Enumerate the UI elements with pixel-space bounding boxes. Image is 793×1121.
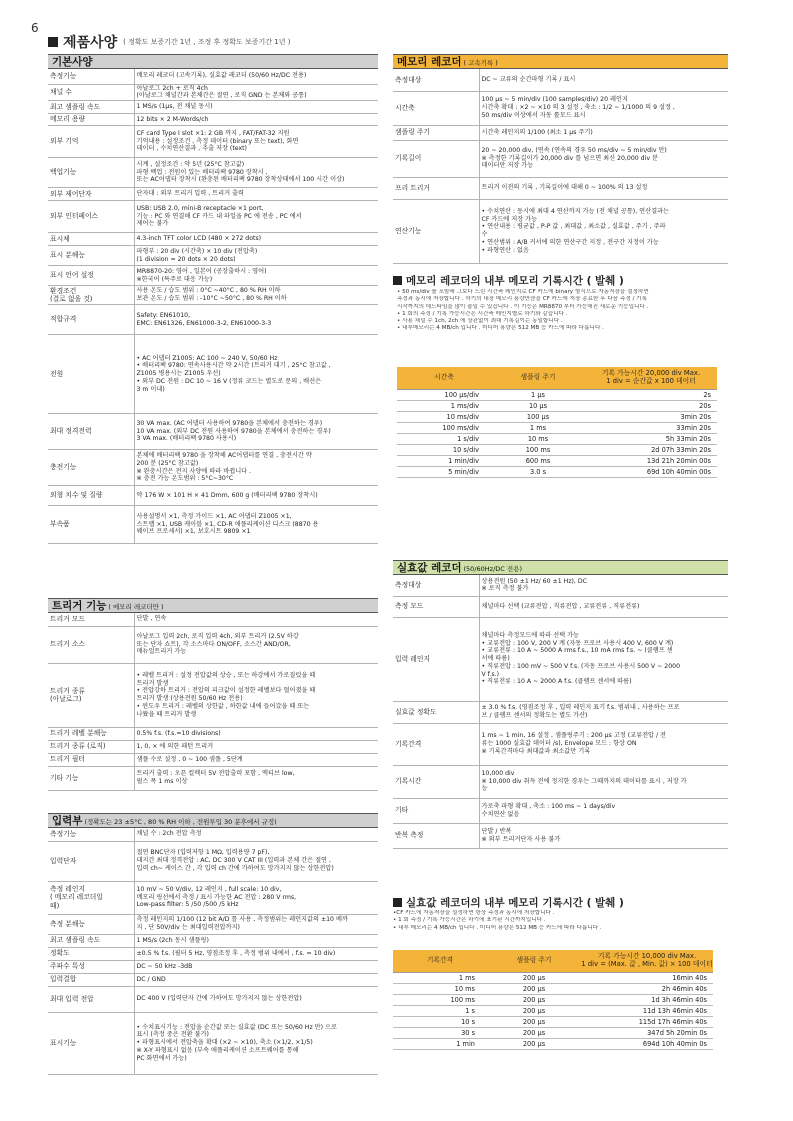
note-line: • 50 ms/div 를 포함해 그보다 느린 시간축 레인지로 CF 카드에 binary 형식으로 자동저장을 설정하면 xyxy=(397,289,649,295)
spec-label: 기타 xyxy=(393,798,479,823)
spec-row xyxy=(393,823,728,848)
spec-label: 시간축 xyxy=(393,91,479,125)
rms-time-table xyxy=(393,950,713,1050)
table-cell: 347d 5h 20min 0s xyxy=(581,1027,713,1038)
spec-row xyxy=(48,947,378,960)
note-line: • 사용 채널 수 1ch, 2ch 에 상관없이 최대 기록길이는 동일합니다 . xyxy=(397,318,563,325)
spec-row xyxy=(48,914,378,934)
table-cell: 200 μs xyxy=(487,983,581,994)
spec-label: 표시 분해능 xyxy=(48,246,134,266)
table-cell: 1 s xyxy=(393,1005,487,1016)
table-cell: 600 ms xyxy=(491,455,585,466)
table-cell: 115d 17h 46min 40s xyxy=(581,1016,713,1027)
spec-row xyxy=(393,617,728,701)
table-row xyxy=(393,1005,713,1016)
spec-value: 시계 , 설정조건 : 약 5년 (25°C 참고값) 파형 백업 : 전원이 있는 배터리팩 9780 장착시 , 또는 AC어댑터 장착시 (완충된 배터리팩 9780 장착상태에서 100 시간 이상) xyxy=(134,158,378,188)
table-cell: 10 ms xyxy=(393,983,487,994)
spec-label: 측정대상 xyxy=(393,69,479,91)
trigger-spec-title-note: ( 메모리 레코더만 ) xyxy=(108,603,164,611)
spec-label: 최고 샘플링 속도 xyxy=(48,934,134,947)
spec-value: 4.3-inch TFT color LCD (480 × 272 dots) xyxy=(134,233,378,246)
rms-recorder-title: 실효값 레코더 xyxy=(397,562,462,574)
spec-value: USB: USB 2.0, mini-B receptacle ×1 port, 기능 : PC 와 연결해 CF 카드 내 파일을 PC 에 전송 , PC 에서 제어는 불가 xyxy=(134,201,378,233)
spec-row xyxy=(48,158,378,188)
spec-row xyxy=(48,881,378,914)
table-cell: 1d 3h 46min 40s xyxy=(581,994,713,1005)
spec-label: 트리거 소스 xyxy=(48,626,134,663)
spec-row xyxy=(393,723,728,765)
spec-label: 최고 샘플링 속도 xyxy=(48,101,134,114)
page-number: 6 xyxy=(31,21,39,35)
table-row xyxy=(397,444,717,455)
spec-row xyxy=(393,798,728,823)
table-cell: 100 ms/div xyxy=(397,422,491,433)
spec-value: 12 bits × 2 M-Words/ch xyxy=(134,114,378,126)
table-cell: 1 ms/div xyxy=(397,400,491,411)
spec-label: 측정 레인지 ( 메모리 레코더일 때) xyxy=(48,881,134,914)
input-spec-title: 입력부 xyxy=(52,815,83,827)
input-spec-header xyxy=(48,813,378,828)
spec-value: 30 VA max. (AC 어댑터 사용하여 9780을 본체에서 충전하는 경우) 10 VA max. (외부 DC 전원 사용하여 9780을 본체에서 충전하는 경우) 3 VA max. (배터리팩 9780 사용시) xyxy=(134,414,378,450)
spec-value: 10 mV ~ 50 V/div, 12 레인지 , full scale: 10 div, 메모리 링선에서 측정 / 표시 가능한 AC 전압 : 280 V rms, Low-pass filter: 5 /50 /500 /5 kHz xyxy=(134,881,378,914)
memory-recorder-title: 메모리 레코더 xyxy=(397,56,462,68)
spec-label: 트리거 필터 xyxy=(48,753,134,766)
input-spec-section xyxy=(48,813,378,1075)
square-bullet-icon xyxy=(393,898,402,907)
spec-row xyxy=(48,753,378,766)
note-line: • 1 회 측정 / 기록 가능시간은 하기에 표기된 시간까지입니다 . xyxy=(393,917,546,924)
spec-row xyxy=(393,765,728,798)
spec-label: 충전기능 xyxy=(48,450,134,486)
page-title-note: ( 정확도 보증기간 1년 , 조정 후 정확도 보증기간 1년 ) xyxy=(123,38,291,46)
table-cell: 30 s xyxy=(393,1027,487,1038)
spec-value: 채널마다 측정모드에 따라 선택 가능 • 교류전압 : 100 V, 200 V 계 (자동 프로브 사용시 400 V, 600 V 계) • 교류전류 : 10 A ~ 5000 A rms f.s., 10 mA rms f.s. ~ (클램프 센 서에 따름) • 직류전압 : 100 mV ~ 500 V f.s. (자동 프로브 사용시 500 V ~ 2000 V f.s.) • 직류전류 : 10 A ~ 2000 A f.s. (클램프 센서에 따름) xyxy=(479,617,728,701)
spec-value: 약 176 W × 101 H × 41 Dmm, 600 g (배터리팩 9780 장착시) xyxy=(134,486,378,506)
table-cell: 10 s/div xyxy=(397,444,491,455)
table-cell: 200 μs xyxy=(487,972,581,983)
spec-label: 입력단자 xyxy=(48,841,134,881)
spec-row xyxy=(48,960,378,973)
note-line: • 내부 메모리는 4 MB/ch 입니다 . 미디어 용량은 512 MB 등 카드에 따라 다릅니다 . xyxy=(393,924,602,931)
spec-row xyxy=(48,613,378,626)
table-header-cell: 기록 가능시간 10,000 div Max. 1 div = (Max. 값 , Min. 값) × 100 데이터 xyxy=(581,950,713,972)
table-cell: 11d 13h 46min 40s xyxy=(581,1005,713,1016)
spec-value: Safety: EN61010, EMC: EN61326, EN61000-3-2, EN61000-3-3 xyxy=(134,305,378,335)
spec-label: 트리거 모드 xyxy=(48,613,134,626)
memory-recorder-section xyxy=(393,54,728,264)
spec-row xyxy=(48,84,378,101)
spec-value: ± 3.0 % f.s. (영점조정 후 , 입력 레인지 표기 f.s. 범위내 , 사용하는 프로 브 / 클램프 센서의 정확도는 별도 가산) xyxy=(479,701,728,723)
memory-time-notes xyxy=(397,289,732,333)
table-cell: 10 ms/div xyxy=(397,411,491,422)
spec-label: 적합규격 xyxy=(48,305,134,335)
spec-value: ±0.5 % f.s. (필터 5 Hz, 영점조정 후 , 측정 범위 내에서 , f.s. = 10 div) xyxy=(134,947,378,960)
input-spec-title-note: (정확도는 23 ±5°C , 80 % RH 이하 , 전원투입 30 분후에서 규정) xyxy=(84,818,277,826)
spec-label: 입력결합 xyxy=(48,973,134,986)
table-cell: 20s xyxy=(585,400,717,411)
spec-value: 본체에 배터리팩 9780 을 장착해 AC어댑터를 연결 , 충전시간 약 200 분 (25°C 참고값) ※ 완충시간은 전지 사양에 따라 바뀝니다 . ※ 충전 가능 온도범위 : 5°C~30°C xyxy=(134,450,378,486)
spec-row xyxy=(48,973,378,986)
spec-row xyxy=(48,335,378,414)
spec-label: 정확도 xyxy=(48,947,134,960)
spec-row xyxy=(48,934,378,947)
spec-label: 샘플링 주기 xyxy=(393,125,479,140)
table-cell: 1 ms xyxy=(491,422,585,433)
spec-label: 기타 기능 xyxy=(48,766,134,790)
spec-row xyxy=(48,266,378,286)
spec-row xyxy=(393,575,728,596)
spec-value: 1 ms ~ 1 min, 16 설정 , 샘플링주기 : 200 μs 고정 (교류전압 / 전 류는 1000 실효값 데이터 /s), Envelope 모드 : 항상 ON ※ 기록간격마다 최대값과 최소값만 기록 xyxy=(479,723,728,765)
table-row xyxy=(397,466,717,477)
table-header-cell: 샘플링 주기 xyxy=(491,367,585,389)
note-line: •CF 카드에 자동저장을 설정하면 항상 측정과 동시에 저장합니다 . xyxy=(393,910,555,916)
table-row xyxy=(397,411,717,422)
spec-value: 채널 수 : 2ch 전압 측정 xyxy=(134,828,378,841)
spec-label: 측정기능 xyxy=(48,828,134,841)
spec-label: 최대 정격전력 xyxy=(48,414,134,450)
spec-value: 단자대 : 외부 트리거 입력 , 트리거 출력 xyxy=(134,188,378,201)
spec-label: 외부 인터페이스 xyxy=(48,201,134,233)
table-row xyxy=(393,972,713,983)
spec-value: 20 ~ 20,000 div, (연속 (연속의 경우 50 ms/div ~ 5 min/div 만) ※ 측정한 기록길이가 20,000 div 를 넘으면 최신 20,000 div 분 데이터만 저장 가능 xyxy=(479,140,728,177)
spec-label: 기록길이 xyxy=(393,140,479,177)
spec-row xyxy=(393,596,728,617)
spec-row xyxy=(393,199,728,263)
table-cell: 100 μs xyxy=(491,411,585,422)
spec-row xyxy=(48,506,378,544)
spec-row xyxy=(393,125,728,140)
table-cell: 100 ms xyxy=(491,444,585,455)
spec-label: 측정대상 xyxy=(393,575,479,596)
spec-label: 측정 모드 xyxy=(393,596,479,617)
table-cell: 1 min/div xyxy=(397,455,491,466)
spec-value: 가로축 파형 확대 , 축소 : 100 ms ~ 1 days/div 수치연산 없음 xyxy=(479,798,728,823)
spec-value: • 레벨 트리거 : 설정 전압값의 상승 , 또는 하강에서 가로질렀을 때 트리거 발생 • 전압강하 트리거 : 전압의 피크값이 설정한 레벨보다 떨어졌을 때 트리거 발생 (상용전원 50/60 Hz 전용) • 윈도우 트리거 : 레벨의 상한값 , 하한값 내에 들어갔을 때 또는 나왔을 때 트리거 발생 xyxy=(134,663,378,727)
table-cell: 33min 20s xyxy=(585,422,717,433)
table-row xyxy=(397,389,717,400)
note-line: • 내부메모리는 4 MB/ch 입니다 . 미디어 용량은 512 MB 등 카드에 따라 다릅니다 . xyxy=(397,325,604,332)
memory-recorder-header xyxy=(393,54,728,69)
spec-value: CF card Type I slot ×1: 2 GB 까지 , FAT/FAT-32 지원 기억내용 : 설정조건 , 측정 데이터 (binary 또는 text), 화면 데이터 , 수치연산결과 , 추출 저장 (text) xyxy=(134,126,378,158)
spec-label: 최대 입력 전압 xyxy=(48,986,134,1012)
rms-time-notes xyxy=(393,910,728,932)
table-cell: 2h 46min 40s xyxy=(581,983,713,994)
table-row xyxy=(393,1027,713,1038)
memory-time-title: 메모리 레코더의 내부 메모리 기록시간 ( 발췌 ) xyxy=(406,275,624,287)
rms-time-title: 실효값 레코더의 내부 메모리 기록시간 ( 발췌 ) xyxy=(406,897,624,909)
table-header-cell: 기록간격 xyxy=(393,950,487,972)
table-cell: 2d 07h 33min 20s xyxy=(585,444,717,455)
spec-row xyxy=(48,69,378,84)
spec-row xyxy=(48,986,378,1012)
table-cell: 5 min/div xyxy=(397,466,491,477)
spec-label: 메모리 용량 xyxy=(48,114,134,126)
table-header-cell: 시간축 xyxy=(397,367,491,389)
spec-label: 표시기능 xyxy=(48,1012,134,1074)
trigger-spec-header xyxy=(48,598,378,613)
square-bullet-icon xyxy=(393,276,402,285)
spec-label: 트리거 레벨 분해능 xyxy=(48,727,134,740)
table-row xyxy=(393,994,713,1005)
spec-label: 트리거 종류 (아날로그) xyxy=(48,663,134,727)
memory-recorder-table xyxy=(393,69,728,264)
spec-row xyxy=(393,69,728,91)
spec-row xyxy=(393,177,728,199)
spec-label: 표시체 xyxy=(48,233,134,246)
table-row xyxy=(393,1016,713,1027)
trigger-spec-table xyxy=(48,613,378,791)
spec-label: 환경조건 (결로 없을 것) xyxy=(48,286,134,305)
table-row xyxy=(393,983,713,994)
spec-value: • 수치연산 : 동시에 최대 4 연산까지 가능 (전 채널 공통), 연산결과는 CF 카드에 저장 가능 • 연산내용 : 평균값 , P-P 값 , 최대값 , 최소값 , 실효값 , 주기 , 주파 수 • 연산범위 : A/B 커서에 의한 연산구간 지정 , 전구간 지정이 가능 • 파형연산 : 없음 xyxy=(479,199,728,263)
spec-label: 측정 분해능 xyxy=(48,914,134,934)
table-row xyxy=(397,400,717,411)
basic-spec-section xyxy=(48,54,378,544)
spec-label: 외부 기억 xyxy=(48,126,134,158)
spec-row xyxy=(48,450,378,486)
table-cell: 5h 33min 20s xyxy=(585,433,717,444)
spec-value: 0.5% f.s. (f.s.=10 divisions) xyxy=(134,727,378,740)
table-cell: 10 ms xyxy=(491,433,585,444)
spec-value: 메모리 레코더 (고속기록), 실효값 레코더 (50/60 Hz/DC 전용) xyxy=(134,69,378,84)
spec-label: 주파수 특성 xyxy=(48,960,134,973)
spec-value: 아날로그 입력 2ch, 로직 입력 4ch, 외부 트리거 (2.5V 하강 또는 단자 쇼트), 각 소스마다 ON/OFF, 소스간 AND/OR, 매뉴얼트리거 가능 xyxy=(134,626,378,663)
spec-label: 채널 수 xyxy=(48,84,134,101)
table-header-row xyxy=(397,367,717,389)
memory-time-heading xyxy=(393,273,624,288)
table-cell: 200 μs xyxy=(487,1027,581,1038)
spec-row xyxy=(48,828,378,841)
rms-recorder-header xyxy=(393,560,728,575)
spec-row xyxy=(48,727,378,740)
table-cell: 10 μs xyxy=(491,400,585,411)
spec-label: 트리거 종류 (로직) xyxy=(48,740,134,753)
spec-row xyxy=(48,414,378,450)
spec-row xyxy=(48,246,378,266)
table-cell: 1 min xyxy=(393,1038,487,1049)
spec-value: 아날로그 2ch + 로직 4ch (아날로그 채널간과 본체간은 절연 , 로직 GND 는 본체와 공통) xyxy=(134,84,378,101)
basic-spec-table xyxy=(48,69,378,544)
spec-value: 100 μs ~ 5 min/div (100 samples/div) 20 레인지 시간축 확대 : ×2 ~ ×10 의 3 설정 , 축소 : 1/2 ~ 1/1000 의 9 설정 , 50 ms/div 이상에서 자동 롤모드 표시 xyxy=(479,91,728,125)
spec-label: 백업기능 xyxy=(48,158,134,188)
spec-value: 채널마다 선택 (교류전압 , 직류전압 , 교류전류 , 직류전류) xyxy=(479,596,728,617)
spec-value: 10,000 div ※ 10,000 div 취득 전에 정지한 경우는 그때까지의 데이터를 표시 , 저장 가 능 xyxy=(479,765,728,798)
spec-label: 전원 xyxy=(48,335,134,414)
spec-row xyxy=(48,126,378,158)
table-cell: 13d 21h 20min 00s xyxy=(585,455,717,466)
spec-label: 입력 레인지 xyxy=(393,617,479,701)
spec-value: 측정 레인지의 1/100 (12 bit A/D 를 사용 , 측정범위는 레인지값의 ±10 배까 지 , 단 50V/div 는 최대입력전압까지) xyxy=(134,914,378,934)
spec-row xyxy=(48,486,378,506)
spec-value: DC ~ 50 kHz -3dB xyxy=(134,960,378,973)
table-cell: 10 s xyxy=(393,1016,487,1027)
table-header-cell: 기록 가능시간 20,000 div Max. 1 div = 순간값 x 100 데이터 xyxy=(585,367,717,389)
table-cell: 1 ms xyxy=(393,972,487,983)
rms-recorder-title-note: (50/60Hz/DC 전용) xyxy=(463,565,522,573)
spec-value: 1 MS/s (2ch 동시 샘플링) xyxy=(134,934,378,947)
spec-value: 절연 BNC단자 (입력저항 1 MΩ, 입력용량 7 pF), 대지간 최대 정격전압 : AC, DC 300 V CAT III (입력과 본체 간은 절연 , 입력 ch~ 케이스 간 , 각 입력 ch 간에 가하여도 망가지지 않는 상한전압) xyxy=(134,841,378,881)
spec-value: 상용전원 (50 ±1 Hz/ 60 ±1 Hz), DC ※ 로직 측정 불가 xyxy=(479,575,728,596)
table-row xyxy=(397,422,717,433)
table-cell: 200 μs xyxy=(487,1038,581,1049)
spec-label: 측정기능 xyxy=(48,69,134,84)
spec-row xyxy=(48,114,378,126)
spec-value: 시간축 레인지의 1/100 (최소 1 μs 주기) xyxy=(479,125,728,140)
square-bullet-icon xyxy=(48,37,58,47)
table-cell: 200 μs xyxy=(487,1016,581,1027)
spec-row xyxy=(48,740,378,753)
spec-label: 기록시간 xyxy=(393,765,479,798)
trigger-spec-title: 트리거 기능 xyxy=(52,600,107,612)
spec-row xyxy=(48,766,378,790)
input-spec-table xyxy=(48,828,378,1075)
table-cell: 69d 10h 40min 00s xyxy=(585,466,717,477)
spec-label: 기록간격 xyxy=(393,723,479,765)
table-cell: 3min 20s xyxy=(585,411,717,422)
spec-value: DC ~ 교류의 순간파형 기록 / 표시 xyxy=(479,69,728,91)
page-title-block xyxy=(48,32,290,52)
table-cell: 200 μs xyxy=(487,1005,581,1016)
spec-row xyxy=(48,1012,378,1074)
spec-label: 실효값 정확도 xyxy=(393,701,479,723)
table-header-row xyxy=(393,950,713,972)
spec-label: 외부 제어단자 xyxy=(48,188,134,201)
spec-value: 사용설명서 ×1, 측정 가이드 ×1, AC 어댑터 Z1005 ×1, 스트랩 ×1, USB 케이블 ×1, CD-R 애플리케이션 디스크 (8870 용 웨이브 프로세서) ×1, 보호시트 9809 ×1 xyxy=(134,506,378,544)
spec-value: 단발 , 연속 xyxy=(134,613,378,626)
table-row xyxy=(397,433,717,444)
spec-row xyxy=(48,841,378,881)
table-cell: 694d 10h 40min 0s xyxy=(581,1038,713,1049)
spec-value: 단발 / 반복 ※ 외부 트리거단자 사용 불가 xyxy=(479,823,728,848)
table-row xyxy=(393,1038,713,1049)
spec-row xyxy=(48,188,378,201)
spec-label: 표시 언어 설정 xyxy=(48,266,134,286)
spec-row xyxy=(393,140,728,177)
spec-row xyxy=(48,626,378,663)
note-line: 측정과 동시에 저장합니다 . 하기의 내장 메모리 용량만큼을 CF 카드에 저장 종료한 후 다음 측정 / 기록 xyxy=(397,296,647,303)
spec-value: • AC 어댑터 Z1005: AC 100 ~ 240 V, 50/60 Hz • 배터리팩 9780: 연속사용시간 약 2시간 (트리거 대기 , 25°C 참고값 , Z1005 병용시는 Z1005 우선) • 외부 DC 전원 : DC 10 ~ 16 V (정류 코드는 별도로 문의 , 배선은 3 m 이내) xyxy=(134,335,378,414)
spec-row xyxy=(393,91,728,125)
spec-label: 반복 측정 xyxy=(393,823,479,848)
table-cell: 1 s/div xyxy=(397,433,491,444)
spec-label: 연산기능 xyxy=(393,199,479,263)
spec-row xyxy=(48,286,378,305)
table-cell: 3.0 s xyxy=(491,466,585,477)
basic-spec-title: 기본사양 xyxy=(52,56,93,68)
table-cell: 200 μs xyxy=(487,994,581,1005)
note-line: 시작까지의 데드타임을 많이 줄일 수 있습니다 . 이 기능은 MR8870 부터 가능해진 새로운 기능입니다 . xyxy=(397,303,649,310)
spec-value: DC / GND xyxy=(134,973,378,986)
table-cell: 1 μs xyxy=(491,389,585,400)
table-cell: 100 μs/div xyxy=(397,389,491,400)
spec-row xyxy=(48,101,378,114)
spec-row xyxy=(393,701,728,723)
trigger-spec-section xyxy=(48,598,378,791)
rms-recorder-section xyxy=(393,560,728,849)
spec-row xyxy=(48,305,378,335)
table-header-cell: 샘플링 주기 xyxy=(487,950,581,972)
spec-value: 사용 온도 / 습도 범위 : 0°C ~40°C , 80 % RH 이하 보관 온도 / 습도 범위 : -10°C ~50°C , 80 % RH 이하 xyxy=(134,286,378,305)
spec-value: 1 MS/s (1μs, 전 채널 동시) xyxy=(134,101,378,114)
spec-value: MR8870-20: 영어 , 일본어 (공장출하시 : 영어) ※한국어 (특주로 대응 가능) xyxy=(134,266,378,286)
spec-value: 샘플 수로 설정 , 0 ~ 100 샘플 , 5단계 xyxy=(134,753,378,766)
spec-value: 트리거 이전의 기록 , 기록길이에 대해 0 ~ 100% 의 13 설정 xyxy=(479,177,728,199)
table-cell: 2s xyxy=(585,389,717,400)
rms-time-heading xyxy=(393,895,624,910)
table-cell: 100 ms xyxy=(393,994,487,1005)
spec-row xyxy=(48,201,378,233)
spec-value: DC 400 V (입력단자 간에 가하여도 망가지지 않는 상한전압) xyxy=(134,986,378,1012)
memory-time-table xyxy=(397,367,717,478)
note-line: • 1 회의 측정 / 기록 가능시간은 시간축 레인지별로 하기와 같습니다 . xyxy=(397,310,568,317)
memory-recorder-title-note: ( 고속기록 ) xyxy=(463,59,498,67)
spec-label: 프리 트리거 xyxy=(393,177,479,199)
table-row xyxy=(397,455,717,466)
spec-value: 1, 0, × 에 의한 패턴 트리거 xyxy=(134,740,378,753)
spec-value: • 수치표시기능 : 전압을 순간값 또는 실효값 (DC 또는 50/60 Hz 만) 으로 표시 (측정 중은 전환 불가) • 파형표시에서 전압축을 확대 (×2 ~ ×10), 축소 (×1/2, ×1/5) ※ X-Y 파형표시 없음 (부속 애플리케이션 소프트웨어를 통해 PC 화면에서 가능) xyxy=(134,1012,378,1074)
spec-label: 부속품 xyxy=(48,506,134,544)
spec-value: 트리거 출력 : 오픈 컬렉터 5V 전압출력 포함 , 액티브 low, 펄스 폭 1 ms 이상 xyxy=(134,766,378,790)
page-title: 제품사양 xyxy=(63,35,118,51)
rms-recorder-table xyxy=(393,575,728,849)
spec-label: 외형 치수 및 질량 xyxy=(48,486,134,506)
spec-row xyxy=(48,663,378,727)
table-cell: 16min 40s xyxy=(581,972,713,983)
spec-row xyxy=(48,233,378,246)
basic-spec-header xyxy=(48,54,378,69)
spec-value: 파형부 : 20 div (시간축) × 10 div (전압축) (1 division = 20 dots × 20 dots) xyxy=(134,246,378,266)
